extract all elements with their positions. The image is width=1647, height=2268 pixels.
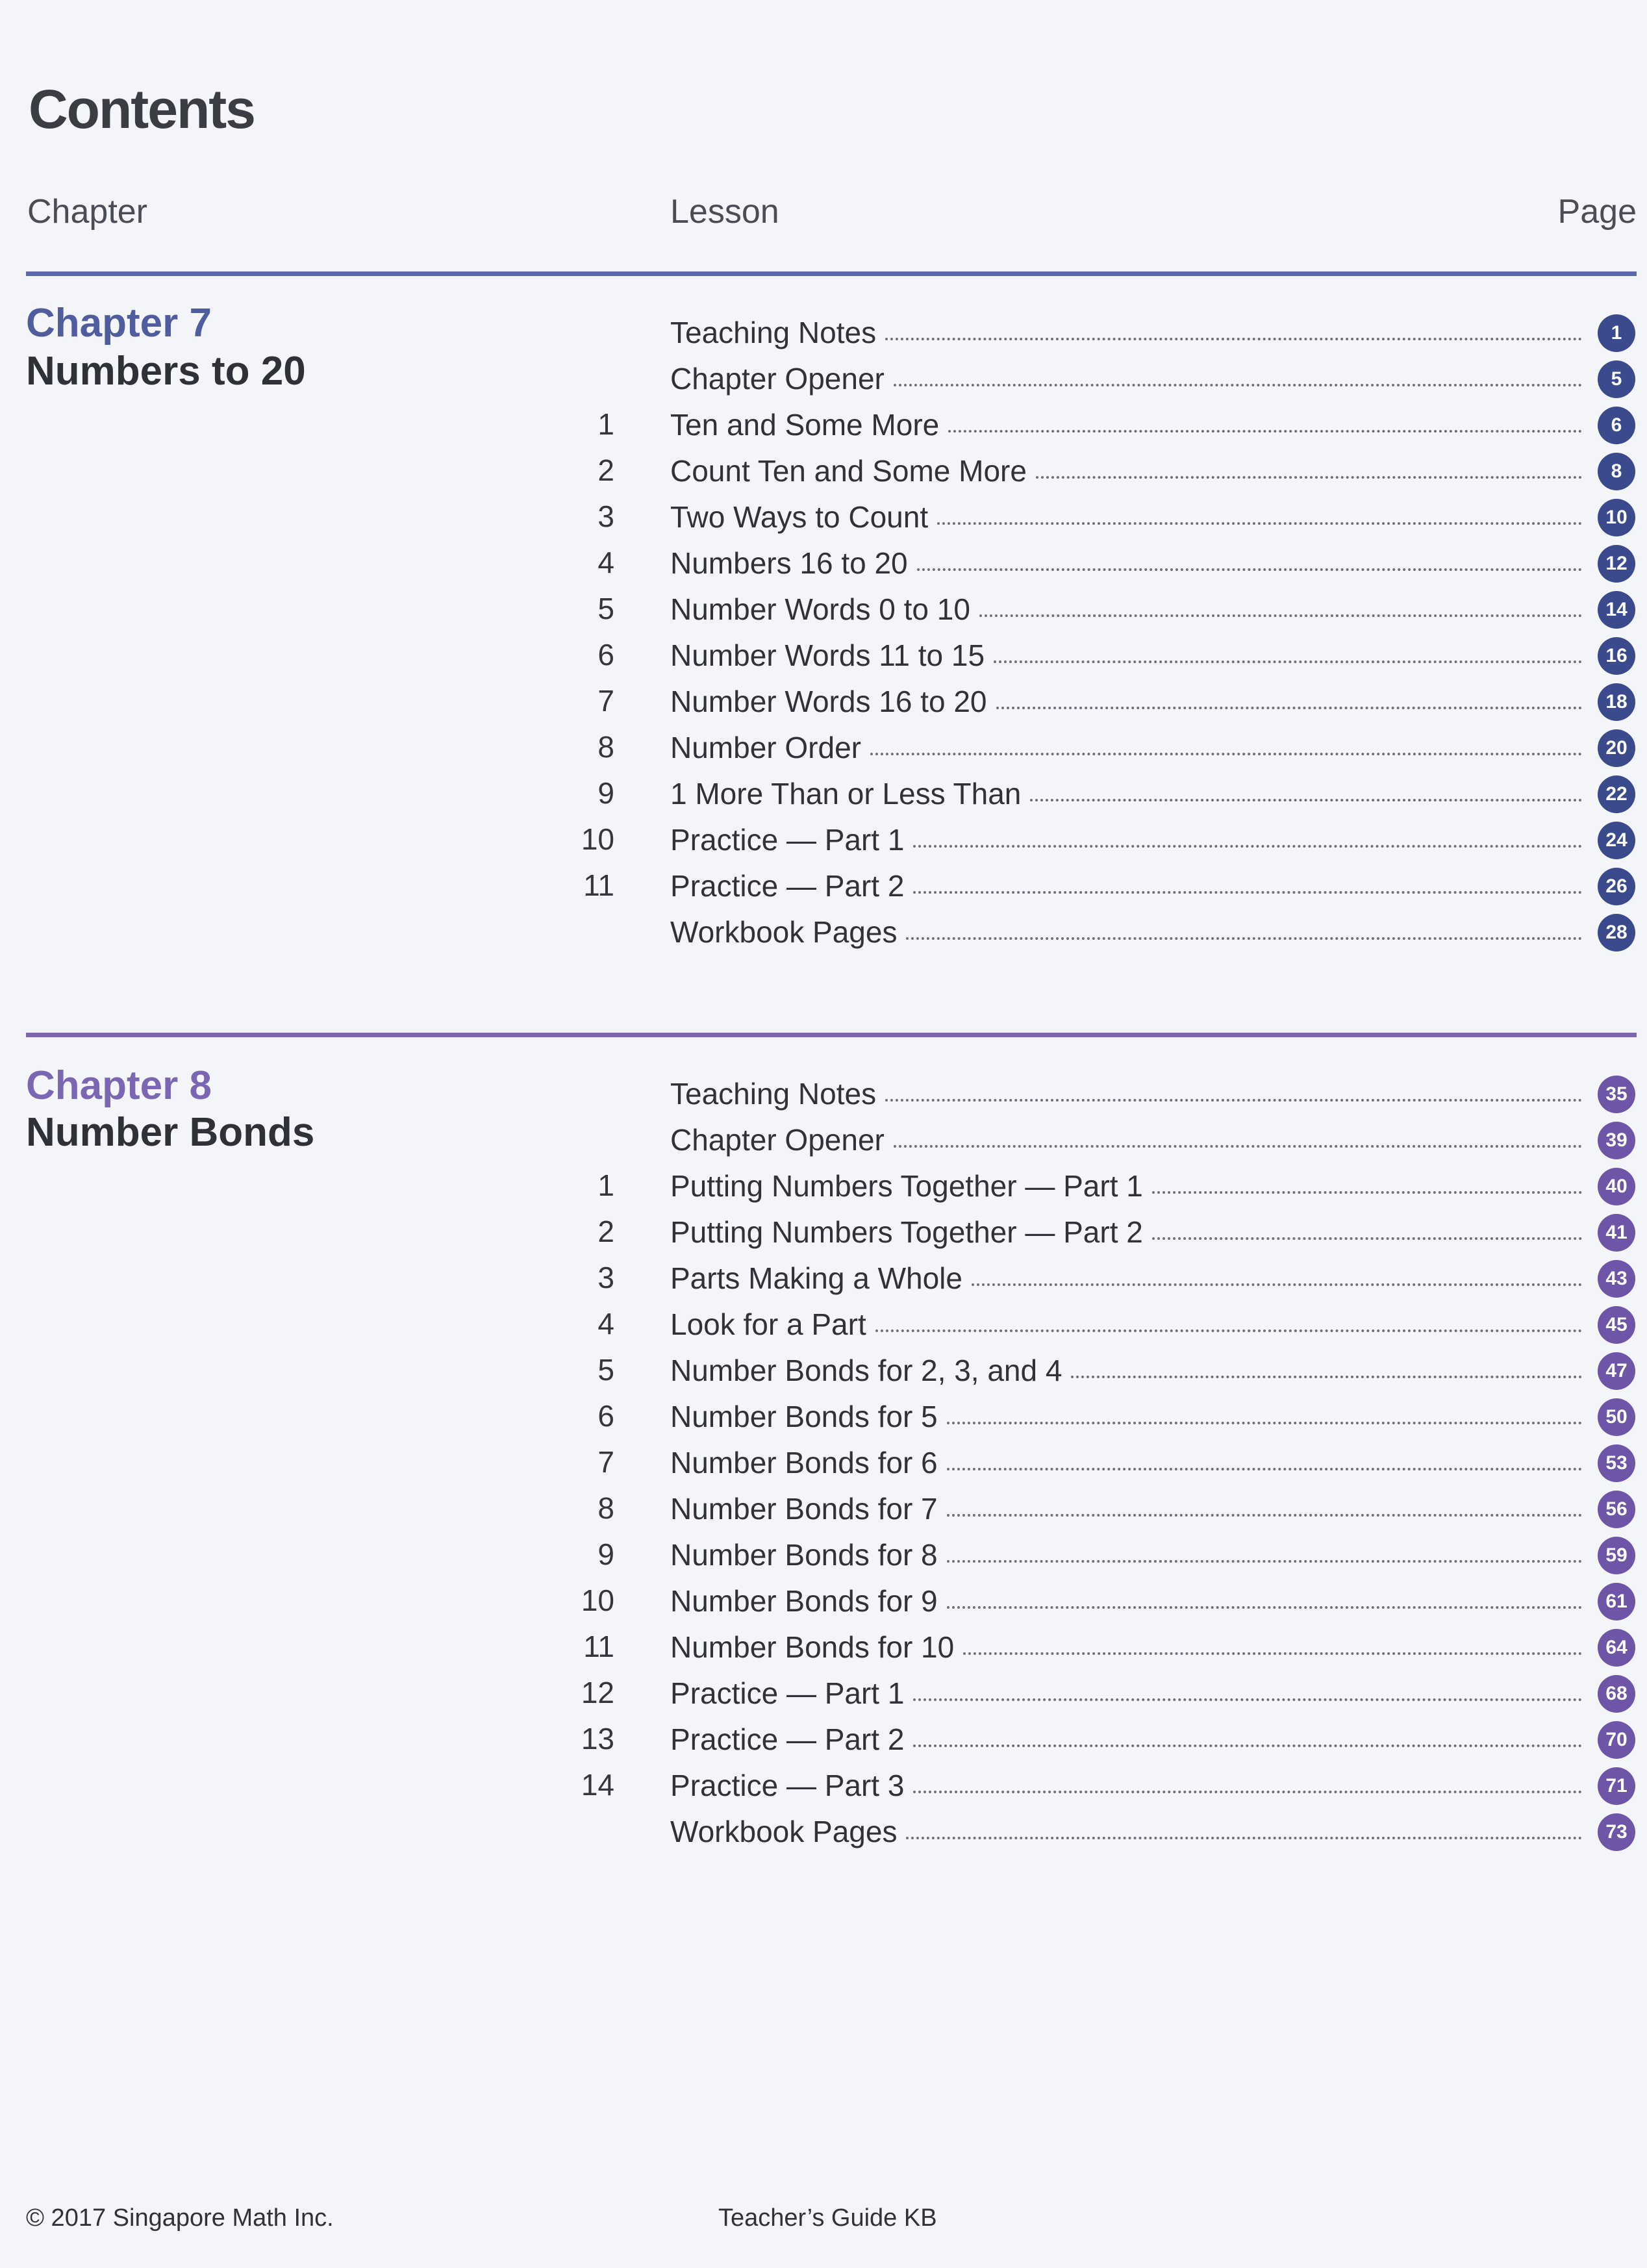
chapter-8-name: Number Bonds [26,1110,315,1155]
dot-leader [937,522,1582,525]
lesson-row [0,678,1647,724]
lesson-row [0,1255,1647,1301]
page-title: Contents [29,79,255,140]
chapter-8-label: Chapter 8 [26,1063,212,1108]
lesson-title: Workbook Pages [670,914,898,949]
lesson-leader [670,863,1582,909]
lesson-number: 13 [581,1722,614,1756]
lesson-number: 5 [597,1353,614,1387]
dot-leader [875,1329,1582,1332]
lesson-title: Teaching Notes [670,315,877,349]
lesson-leader [670,1255,1582,1301]
lesson-number: 4 [597,546,614,579]
page-number-badge: 71 [1598,1767,1635,1805]
lesson-leader [670,1393,1582,1439]
lesson-row [0,1670,1647,1716]
dot-leader [917,568,1582,571]
lesson-title: Putting Numbers Together — Part 2 [670,1215,1143,1249]
lesson-leader [670,1070,1582,1116]
lesson-row [0,863,1647,909]
lesson-title: Number Words 0 to 10 [670,592,970,626]
page-number-badge: 20 [1598,729,1635,767]
lesson-number: 1 [597,1168,614,1202]
lesson-row [0,1808,1647,1854]
page-number-badge: 1 [1598,314,1635,352]
lesson-row [0,1716,1647,1762]
dot-leader [972,1283,1582,1286]
lesson-leader [670,1116,1582,1163]
lesson-number: 12 [581,1676,614,1709]
lesson-leader [670,1347,1582,1393]
lesson-number: 2 [597,453,614,487]
page-number-badge: 14 [1598,591,1635,629]
lesson-title: Two Ways to Count [670,499,929,534]
lesson-leader [670,447,1582,494]
lesson-row [0,494,1647,540]
dot-leader [996,707,1583,709]
lesson-row [0,1624,1647,1670]
page-number-badge: 68 [1598,1675,1635,1713]
page-number-badge: 5 [1598,360,1635,398]
lesson-leader [670,909,1582,955]
lesson-number: 8 [597,1491,614,1525]
column-header-chapter: Chapter [27,193,147,231]
lesson-row [0,309,1647,355]
lesson-title: Teaching Notes [670,1076,877,1111]
lesson-row [0,586,1647,632]
lesson-number: 10 [581,822,614,856]
lesson-title: Number Words 16 to 20 [670,684,987,718]
dot-leader [906,1837,1582,1839]
lesson-row [0,1439,1647,1485]
lesson-number: 8 [597,730,614,764]
lesson-leader [670,309,1582,355]
lesson-row [0,816,1647,863]
page-number-badge: 41 [1598,1214,1635,1252]
dot-leader [948,430,1582,433]
lesson-row [0,1347,1647,1393]
page-number-badge: 73 [1598,1813,1635,1851]
lesson-title: Numbers 16 to 20 [670,546,908,580]
page-number-badge: 45 [1598,1306,1635,1344]
page-number-badge: 6 [1598,407,1635,444]
page-number-badge: 50 [1598,1398,1635,1436]
dot-leader [885,1099,1582,1102]
dot-leader [1152,1191,1582,1194]
page-number-badge: 22 [1598,775,1635,813]
lesson-title: Ten and Some More [670,407,940,442]
dot-leader [1152,1237,1582,1240]
lesson-title: Number Bonds for 7 [670,1491,938,1526]
lesson-title: Number Bonds for 6 [670,1445,938,1480]
lesson-title: Practice — Part 2 [670,1722,905,1756]
dot-leader [947,1468,1582,1470]
lesson-row [0,1301,1647,1347]
lesson-number: 4 [597,1307,614,1341]
dot-leader [1036,476,1582,479]
lesson-leader [670,1624,1582,1670]
lesson-row [0,632,1647,678]
lesson-title: Practice — Part 1 [670,1676,905,1710]
page-number-badge: 8 [1598,453,1635,490]
dot-leader [913,891,1582,894]
column-header-page: Page [1557,193,1637,231]
lesson-leader [670,1670,1582,1716]
lesson-title: 1 More Than or Less Than [670,776,1022,811]
dot-leader [1071,1376,1582,1378]
dot-leader [947,1560,1582,1563]
lesson-row [0,1163,1647,1209]
lesson-row [0,1393,1647,1439]
page-number-badge: 61 [1598,1583,1635,1620]
lesson-number: 3 [597,1261,614,1294]
lesson-row [0,909,1647,955]
lesson-title: Workbook Pages [670,1814,898,1848]
page-number-badge: 16 [1598,637,1635,675]
dot-leader [994,661,1582,663]
lesson-title: Number Bonds for 8 [670,1537,938,1572]
dot-leader [913,845,1582,848]
dot-leader [906,937,1582,940]
lesson-row [0,540,1647,586]
dot-leader [913,1791,1582,1793]
lesson-leader [670,401,1582,447]
lesson-leader [670,1762,1582,1808]
lesson-row [0,724,1647,770]
lesson-number: 11 [583,1630,614,1663]
chapter-7-label: Chapter 7 [26,301,212,346]
page-number-badge: 26 [1598,868,1635,905]
page-number-badge: 47 [1598,1352,1635,1390]
chapter-8-rule [26,1033,1637,1037]
dot-leader [913,1745,1582,1747]
dot-leader [885,338,1582,340]
lesson-leader [670,1485,1582,1531]
lesson-title: Number Bonds for 5 [670,1399,938,1433]
lesson-number: 2 [597,1215,614,1248]
lesson-row [0,447,1647,494]
page-number-badge: 28 [1598,914,1635,951]
dot-leader [947,1606,1582,1609]
dot-leader [894,1145,1582,1148]
page-number-badge: 43 [1598,1260,1635,1298]
lesson-title: Look for a Part [670,1307,866,1341]
lesson-row [0,1485,1647,1531]
lesson-leader [670,586,1582,632]
lesson-number: 6 [597,638,614,672]
lesson-number: 14 [581,1768,614,1802]
lesson-number: 7 [597,684,614,718]
lesson-leader [670,1209,1582,1255]
footer-copyright: © 2017 Singapore Math Inc. [26,2204,334,2232]
lesson-leader [670,678,1582,724]
lesson-title: Number Bonds for 2, 3, and 4 [670,1353,1062,1387]
page-number-badge: 10 [1598,499,1635,536]
lesson-title: Parts Making a Whole [670,1261,962,1295]
dot-leader [913,1698,1582,1701]
lesson-title: Putting Numbers Together — Part 1 [670,1168,1143,1203]
lesson-number: 9 [597,776,614,810]
dot-leader [894,384,1582,386]
page-number-badge: 59 [1598,1537,1635,1574]
lesson-title: Practice — Part 3 [670,1768,905,1802]
dot-leader [1030,799,1582,801]
lesson-row [0,1070,1647,1116]
page-number-badge: 18 [1598,683,1635,721]
footer-book-title: Teacher’s Guide KB [718,2204,937,2232]
lesson-leader [670,1808,1582,1854]
lesson-leader [670,770,1582,816]
lesson-number: 10 [581,1583,614,1617]
page-number-badge: 70 [1598,1721,1635,1759]
page-number-badge: 40 [1598,1168,1635,1205]
lesson-leader [670,1716,1582,1762]
lesson-leader [670,816,1582,863]
lesson-row [0,1209,1647,1255]
lesson-leader [670,1578,1582,1624]
lesson-number: 9 [597,1537,614,1571]
lesson-leader [670,540,1582,586]
column-header-lesson: Lesson [670,193,779,231]
lesson-leader [670,724,1582,770]
chapter-7-rule [26,271,1637,276]
lesson-leader [670,632,1582,678]
page-number-badge: 39 [1598,1122,1635,1159]
lesson-row [0,1116,1647,1163]
lesson-leader [670,1163,1582,1209]
lesson-title: Chapter Opener [670,1122,885,1157]
dot-leader [963,1652,1582,1655]
lesson-leader [670,494,1582,540]
lesson-number: 7 [597,1445,614,1479]
lesson-title: Practice — Part 2 [670,868,905,903]
lesson-row [0,355,1647,401]
lesson-row [0,401,1647,447]
lesson-leader [670,1301,1582,1347]
lesson-title: Chapter Opener [670,361,885,396]
lesson-title: Number Words 11 to 15 [670,638,985,672]
lesson-row [0,1762,1647,1808]
lesson-title: Number Bonds for 10 [670,1630,955,1664]
page-number-badge: 35 [1598,1076,1635,1113]
lesson-number: 5 [597,592,614,625]
lesson-leader [670,355,1582,401]
lesson-title: Number Bonds for 9 [670,1583,938,1618]
lesson-title: Practice — Part 1 [670,822,905,857]
dot-leader [979,614,1582,617]
page-number-badge: 12 [1598,545,1635,583]
lesson-row [0,1531,1647,1578]
lesson-leader [670,1531,1582,1578]
lesson-number: 11 [583,868,614,902]
page-number-badge: 56 [1598,1491,1635,1528]
lesson-row [0,770,1647,816]
lesson-title: Count Ten and Some More [670,453,1027,488]
lesson-title: Number Order [670,730,861,764]
lesson-leader [670,1439,1582,1485]
page-number-badge: 64 [1598,1629,1635,1667]
lesson-number: 6 [597,1399,614,1433]
lesson-number: 3 [597,499,614,533]
dot-leader [947,1514,1582,1517]
dot-leader [947,1422,1582,1424]
dot-leader [870,753,1582,755]
page-number-badge: 24 [1598,822,1635,859]
lesson-row [0,1578,1647,1624]
lesson-number: 1 [597,407,614,441]
page-number-badge: 53 [1598,1444,1635,1482]
chapter-7-name: Numbers to 20 [26,349,306,394]
